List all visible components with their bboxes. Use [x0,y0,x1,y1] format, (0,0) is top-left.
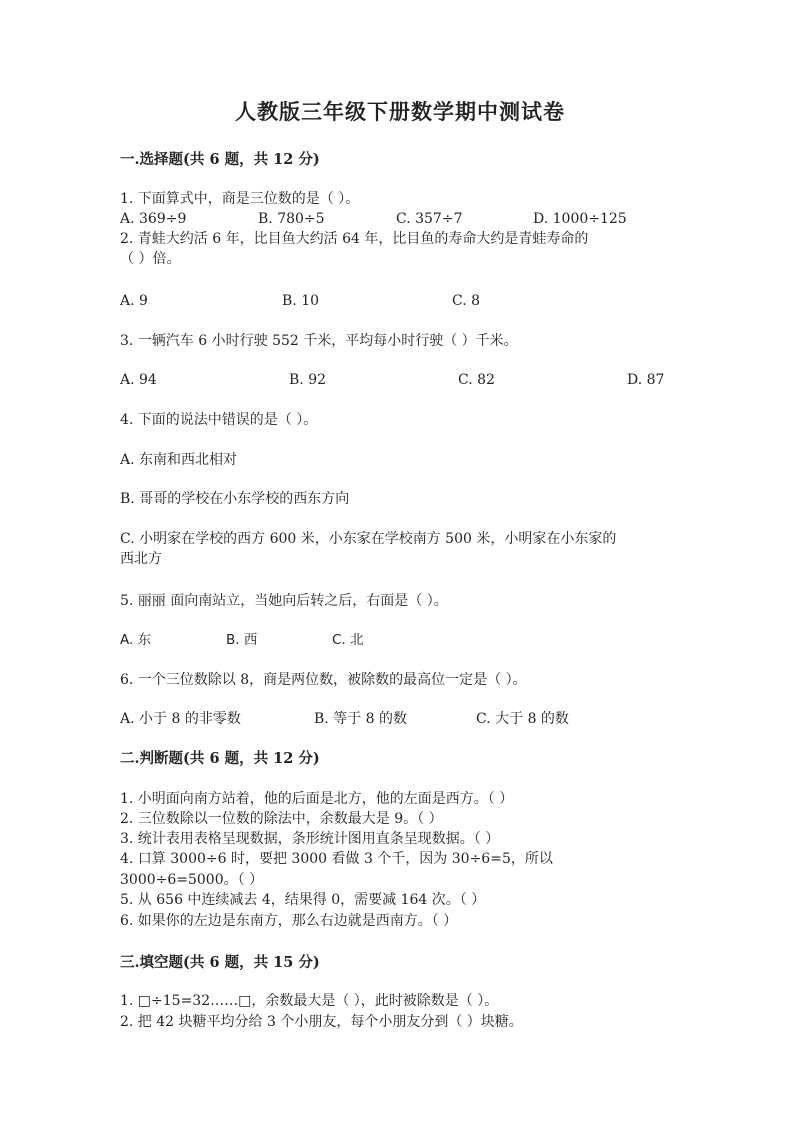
option-c-continued: 西北方 [120,551,162,567]
judgement-line: 4. 口算 3000÷6 时，要把 3000 看做 3 个千，因为 30÷6=5，所以 [120,851,553,867]
judgement-line: 3. 统计表用表格呈现数据，条形统计图用直条呈现数据。（ ） [120,831,500,847]
judgement-line: 5. 从 656 中连续减去 4，结果得 0，需要减 164 次。（ ） [120,892,486,908]
judgement-line: 3000÷6=5000。（ ） [120,872,264,888]
option-b: B. 780÷5 [258,211,325,227]
fill-line: 1. □÷15=32……□，余数最大是（ ），此时被除数是（ ）。 [120,993,499,1009]
question-stem: 5. 丽丽 面向南站立，当她向后转之后，右面是（ ）。 [120,593,448,609]
section-header-judgement: 二.判断题(共 6 题，共 12 分) [120,750,320,767]
option-c: C. 357÷7 [396,211,463,227]
question-stem: 1. 下面算式中，商是三位数的是（ ）。 [120,191,360,207]
question-stem-line: 2. 青蛙大约活 6 年，比目鱼大约活 64 年，比目鱼的寿命大约是青蛙寿命的 [120,231,589,247]
section-header-fill: 三.填空题(共 6 题，共 15 分) [120,954,320,971]
judgement-line: 2. 三位数除以一位数的除法中，余数最大是 9。（ ） [120,811,443,827]
option-a: A. 9 [120,293,148,309]
option-a: A. 东 [120,632,152,648]
option-d: D. 87 [627,372,665,388]
option-c: C. 8 [452,293,481,309]
section-header-choice: 一.选择题(共 6 题，共 12 分) [120,151,320,168]
option-b: B. 等于 8 的数 [314,711,407,727]
option-b: B. 10 [282,293,320,309]
option-c: C. 82 [458,372,495,388]
option-b: B. 西 [226,632,258,648]
question-stem: 4. 下面的说法中错误的是（ ）。 [120,412,318,428]
option-a: A. 369÷9 [120,211,187,227]
fill-line: 2. 把 42 块糖平均分给 3 个小朋友，每个小朋友分到（ ）块糖。 [120,1014,523,1030]
question-stem: 6. 一个三位数除以 8，商是两位数，被除数的最高位一定是（ ）。 [120,672,527,688]
option-d: D. 1000÷125 [533,211,627,227]
judgement-line: 6. 如果你的左边是东南方，那么右边就是西南方。（ ） [120,913,458,929]
option-c: C. 北 [332,632,364,648]
option-a: A. 94 [120,372,157,388]
option-a: A. 小于 8 的非零数 [120,711,241,727]
option-b: B. 92 [289,372,327,388]
option-a: A. 东南和西北相对 [120,452,238,468]
option-c: C. 小明家在学校的西方 600 米，小东家在学校南方 500 米，小明家在小东家的 [120,531,617,547]
page-title: 人教版三年级下册数学期中测试卷 [235,99,565,124]
question-stem: 3. 一辆汽车 6 小时行驶 552 千米，平均每小时行驶（ ）千米。 [120,333,518,349]
option-c: C. 大于 8 的数 [476,711,569,727]
option-b: B. 哥哥的学校在小东学校的西东方向 [120,491,350,507]
question-stem-line: （ ）倍。 [120,251,181,267]
judgement-line: 1. 小明面向南方站着，他的后面是北方，他的左面是西方。（ ） [120,791,514,807]
